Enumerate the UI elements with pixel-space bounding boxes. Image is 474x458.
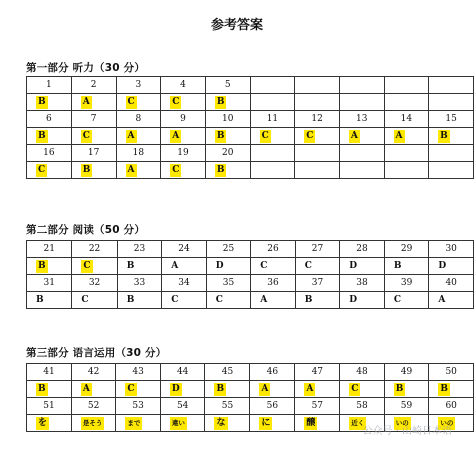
question-number-row	[27, 275, 474, 292]
question-number-cell: 2	[71, 77, 116, 94]
section-heading-listening: 第一部分 听力（30 分）	[26, 62, 146, 74]
question-number-cell: 55	[205, 398, 250, 415]
answer-value: D	[171, 384, 180, 394]
question-number-cell: 4	[161, 77, 206, 94]
question-number-cell	[295, 77, 340, 94]
answer-cell	[250, 162, 295, 179]
answer-value: B	[440, 384, 448, 394]
answer-cell	[71, 415, 115, 432]
question-number-cell: 33	[117, 275, 162, 292]
answer-value: A	[350, 131, 358, 141]
question-number-cell	[339, 145, 384, 162]
answer-value: C	[82, 131, 90, 141]
question-number-cell	[384, 145, 429, 162]
question-number-row	[27, 241, 474, 258]
question-number-cell: 36	[251, 275, 295, 292]
answer-table-reading	[26, 240, 474, 309]
answer-value: まで	[125, 417, 142, 430]
answer-value: C	[38, 165, 46, 175]
question-number-cell	[429, 77, 474, 94]
answer-cell	[116, 415, 160, 432]
answer-value: B	[82, 165, 91, 175]
question-number-cell: 12	[295, 111, 340, 128]
answer-value: B	[395, 384, 404, 394]
answer-value: B	[126, 295, 135, 305]
answer-cell	[205, 415, 250, 432]
answer-cell	[295, 94, 340, 111]
answer-value: C	[83, 261, 91, 271]
answer-cell	[251, 292, 295, 309]
answer-cell	[384, 292, 429, 309]
answer-value: B	[216, 131, 225, 141]
question-number-cell: 28	[340, 241, 385, 258]
answer-cell	[384, 381, 429, 398]
answer-cell	[71, 94, 116, 111]
answer-value: D	[215, 261, 224, 271]
section-heading-reading: 第二部分 阅读（50 分）	[26, 224, 146, 236]
question-number-cell: 47	[295, 364, 340, 381]
question-number-cell: 54	[160, 398, 205, 415]
answer-value: A	[306, 384, 314, 394]
answer-cell	[116, 94, 161, 111]
answer-value: C	[172, 97, 180, 107]
answer-table-listening	[26, 76, 474, 179]
answer-cell	[116, 381, 160, 398]
question-number-cell	[429, 145, 474, 162]
question-number-cell: 59	[384, 398, 429, 415]
answer-cell	[429, 292, 474, 309]
answer-cell	[384, 128, 429, 145]
question-number-cell: 35	[206, 275, 251, 292]
answer-value: D	[349, 295, 358, 305]
answer-cell	[27, 292, 72, 309]
answer-cell	[160, 381, 205, 398]
answer-cell	[160, 415, 205, 432]
question-number-cell: 58	[340, 398, 384, 415]
answer-cell	[384, 162, 429, 179]
answer-value: B	[38, 131, 46, 141]
question-number-row	[27, 111, 474, 128]
answer-cell	[162, 258, 206, 275]
answer-value: A	[127, 165, 135, 175]
answer-cell	[339, 162, 384, 179]
answer-value: A	[127, 131, 135, 141]
answer-cell	[27, 162, 72, 179]
question-number-cell: 21	[27, 241, 72, 258]
answer-value: C	[127, 97, 135, 107]
answer-row	[27, 128, 474, 145]
answer-cell	[161, 94, 206, 111]
question-number-cell: 45	[205, 364, 250, 381]
question-number-cell	[295, 145, 340, 162]
question-number-cell: 7	[71, 111, 116, 128]
answer-cell	[340, 381, 384, 398]
answer-value: C	[304, 261, 312, 271]
answer-value: A	[82, 384, 90, 394]
question-number-cell: 11	[250, 111, 295, 128]
question-number-cell: 40	[429, 275, 474, 292]
answer-cell	[117, 292, 162, 309]
answer-value: B	[440, 131, 448, 141]
answer-cell	[205, 381, 250, 398]
question-number-cell	[250, 77, 295, 94]
answer-cell	[340, 292, 385, 309]
question-number-cell: 27	[295, 241, 340, 258]
question-number-cell: 8	[116, 111, 161, 128]
answer-cell	[339, 128, 384, 145]
answer-value: 違い	[170, 417, 187, 430]
answer-cell	[295, 292, 340, 309]
answer-row	[27, 292, 474, 309]
question-number-cell: 24	[162, 241, 206, 258]
answer-value: な	[216, 418, 226, 428]
question-number-cell: 19	[161, 145, 206, 162]
answer-cell	[206, 292, 251, 309]
question-number-cell: 32	[72, 275, 117, 292]
question-number-cell: 20	[205, 145, 250, 162]
answer-value: A	[438, 295, 446, 305]
question-number-cell: 60	[429, 398, 474, 415]
answer-cell	[295, 162, 340, 179]
answer-value: D	[349, 261, 358, 271]
answer-cell	[250, 415, 295, 432]
answer-cell	[295, 128, 340, 145]
question-number-row	[27, 145, 474, 162]
question-number-cell: 14	[384, 111, 429, 128]
question-number-cell: 6	[27, 111, 72, 128]
answer-cell	[71, 381, 115, 398]
answer-value: C	[172, 165, 180, 175]
question-number-cell: 18	[116, 145, 161, 162]
answer-value: を	[38, 418, 48, 428]
question-number-cell: 51	[27, 398, 72, 415]
answer-value: 醸	[306, 418, 316, 428]
question-number-cell: 41	[27, 364, 72, 381]
question-number-cell: 29	[384, 241, 429, 258]
answer-value: B	[216, 97, 225, 107]
answer-value: D	[438, 261, 447, 271]
page-title: 参考答案	[210, 18, 263, 33]
question-number-cell: 16	[27, 145, 72, 162]
section-heading-language-use: 第三部分 语言运用（30 分）	[26, 347, 167, 359]
question-number-cell: 38	[340, 275, 385, 292]
answer-cell	[116, 128, 161, 145]
question-number-cell: 56	[250, 398, 295, 415]
question-number-cell: 46	[250, 364, 295, 381]
answer-row	[27, 94, 474, 111]
question-number-cell: 13	[339, 111, 384, 128]
answer-cell	[429, 162, 474, 179]
answer-row	[27, 162, 474, 179]
answer-cell	[71, 162, 116, 179]
answer-value: A	[172, 131, 180, 141]
answer-row	[27, 258, 474, 275]
question-number-cell: 9	[161, 111, 206, 128]
answer-value: C	[393, 295, 401, 305]
answer-value: に	[261, 418, 271, 428]
answer-cell	[251, 258, 295, 275]
question-number-cell: 26	[251, 241, 295, 258]
answer-cell	[27, 258, 72, 275]
answer-cell	[429, 258, 474, 275]
answer-value: B	[38, 97, 46, 107]
answer-value: C	[127, 384, 135, 394]
answer-cell	[429, 128, 474, 145]
question-number-cell: 17	[71, 145, 116, 162]
question-number-cell: 30	[429, 241, 474, 258]
question-number-row	[27, 398, 474, 415]
answer-cell	[116, 162, 161, 179]
answer-value: A	[261, 384, 269, 394]
question-number-cell: 31	[27, 275, 72, 292]
answer-value: B	[216, 384, 225, 394]
question-number-cell: 48	[340, 364, 384, 381]
answer-value: B	[38, 384, 46, 394]
answer-value: B	[393, 261, 402, 271]
answer-cell	[27, 128, 72, 145]
answer-value: C	[260, 261, 268, 271]
answer-cell	[205, 128, 250, 145]
answer-cell	[429, 94, 474, 111]
question-number-cell: 44	[160, 364, 205, 381]
question-number-cell: 10	[205, 111, 250, 128]
question-number-cell: 22	[72, 241, 117, 258]
question-number-cell: 23	[117, 241, 162, 258]
answer-cell	[27, 381, 72, 398]
answer-value: C	[261, 131, 269, 141]
answer-cell	[250, 94, 295, 111]
question-number-cell: 34	[162, 275, 206, 292]
answer-value: B	[36, 295, 44, 305]
answer-value: C	[215, 295, 223, 305]
answer-cell	[71, 128, 116, 145]
question-number-cell: 52	[71, 398, 115, 415]
answer-value: 近く	[349, 417, 366, 430]
answer-value: A	[395, 131, 403, 141]
answer-value: B	[38, 261, 46, 271]
answer-cell	[206, 258, 251, 275]
answer-cell	[295, 381, 340, 398]
question-number-cell	[384, 77, 429, 94]
question-number-cell: 43	[116, 364, 160, 381]
answer-value: A	[171, 261, 179, 271]
question-number-cell: 15	[429, 111, 474, 128]
answer-value: C	[171, 295, 179, 305]
answer-cell	[384, 94, 429, 111]
answer-cell	[72, 258, 117, 275]
question-number-cell	[250, 145, 295, 162]
question-number-cell: 42	[71, 364, 115, 381]
answer-cell	[429, 381, 474, 398]
answer-cell	[161, 128, 206, 145]
question-number-row	[27, 77, 474, 94]
question-number-cell: 3	[116, 77, 161, 94]
answer-value: C	[306, 131, 314, 141]
answer-value: C	[351, 384, 359, 394]
answer-value: 是そう	[81, 417, 105, 430]
answer-value: A	[260, 295, 268, 305]
answer-value: いの	[438, 417, 455, 430]
question-number-cell: 1	[27, 77, 72, 94]
answer-value: B	[126, 261, 135, 271]
question-number-cell: 49	[384, 364, 429, 381]
answer-cell	[250, 381, 295, 398]
answer-row	[27, 381, 474, 398]
question-number-row	[27, 364, 474, 381]
answer-value: C	[81, 295, 89, 305]
answer-cell	[205, 94, 250, 111]
question-number-cell	[339, 77, 384, 94]
answer-cell	[295, 415, 340, 432]
answer-cell	[295, 258, 340, 275]
answer-cell	[27, 94, 72, 111]
answer-cell	[250, 128, 295, 145]
question-number-cell: 5	[205, 77, 250, 94]
answer-cell	[339, 94, 384, 111]
answer-value: いの	[394, 417, 411, 430]
answer-cell	[72, 292, 117, 309]
answer-cell	[161, 162, 206, 179]
answer-cell	[205, 162, 250, 179]
question-number-cell: 37	[295, 275, 340, 292]
answer-cell	[27, 415, 72, 432]
answer-value: B	[216, 165, 225, 175]
answer-value: A	[82, 97, 90, 107]
question-number-cell: 25	[206, 241, 251, 258]
answer-cell	[162, 292, 206, 309]
answer-value: B	[304, 295, 313, 305]
question-number-cell: 57	[295, 398, 340, 415]
answer-cell	[340, 258, 385, 275]
question-number-cell: 50	[429, 364, 474, 381]
watermark: 公众号 · 山崎日本语	[362, 426, 452, 437]
answer-cell	[384, 258, 429, 275]
question-number-cell: 39	[384, 275, 429, 292]
question-number-cell: 53	[116, 398, 160, 415]
answer-cell	[117, 258, 162, 275]
